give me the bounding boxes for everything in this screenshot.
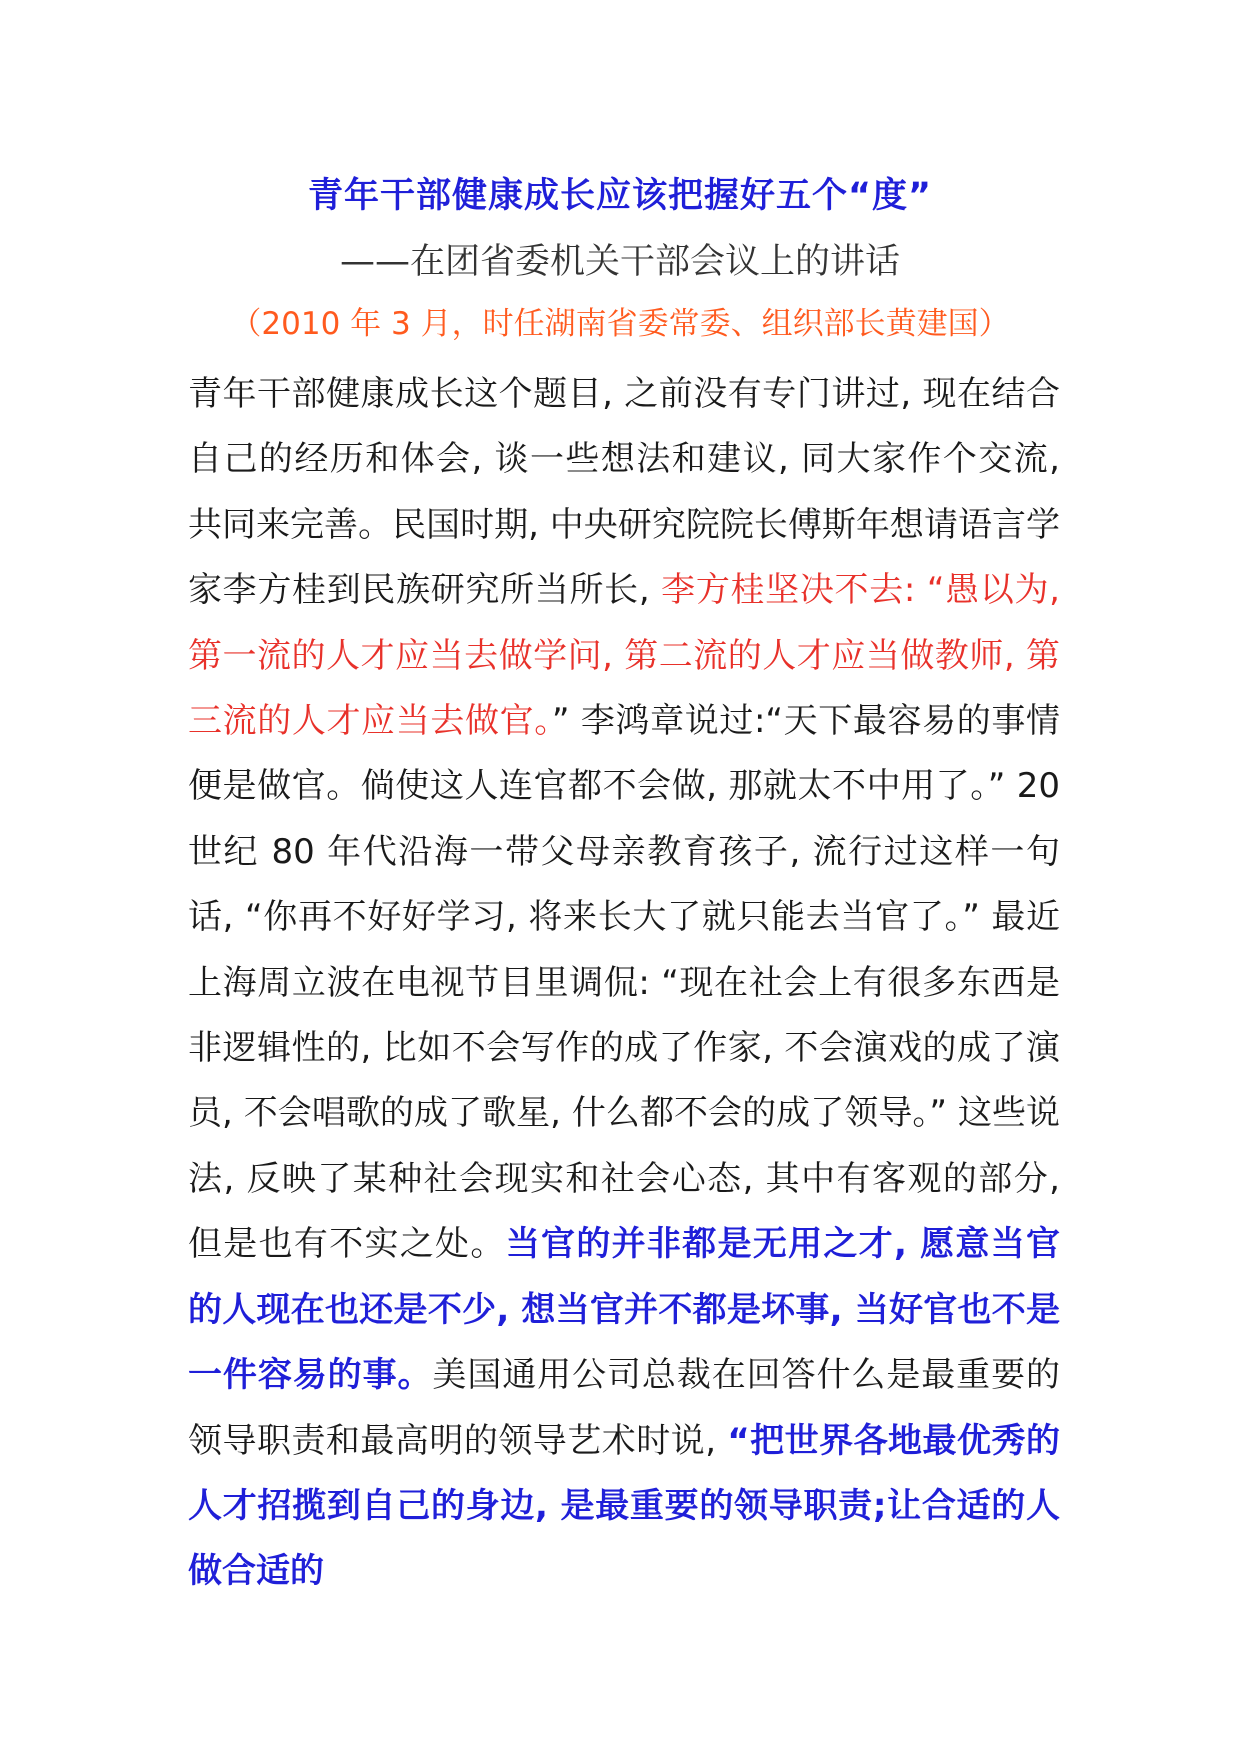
document-subtitle: ——在团省委机关干部会议上的讲话 [339, 242, 900, 282]
body-text-middle: ” 李鸿章说过:“天下最容易的事情便是做官。倘使这人连官都不会做, 那就太不中用了。” 20 世纪 80 年代沿海一带父母亲教育孩子, 流行过这样一句话, “你再不好好学习, 将来长大了就只能去当官了。” 最近上海周立波在电视节目里调侃: “现在社会上有很多东西是非逻辑性的, 比如不会写作的成了作家, 不会演戏的成了演员, 不会唱歌的成了歌星, 什么都不会的成了领导。” 这些说法, 反映了某种社会现实和社会心态, 其中有客观的部分, 但是也有不实之处。 [188, 701, 1060, 1265]
highlighted-quote-red: 李方桂坚决不去: “愚以为, 第一流的人才应当去做学问, 第二流的人才应当做教师, 第三流的人才应当去做官。 [188, 570, 1060, 742]
author-byline: （2010 年 3 月，时任湖南省委常委、组织部长黄建国） [230, 306, 1010, 342]
document-title: 青年干部健康成长应该把握好五个“度” [307, 176, 932, 216]
highlighted-quote-blue: “把世界各地最优秀的人才招揽到自己的身边, 是最重要的领导职责;让合适的人做合适的 [188, 1420, 1060, 1592]
body-text-ge: 美国通用公司总裁在回答什么是最重要的领导职责和最高明的领导艺术时说, [188, 1355, 1061, 1461]
body-paragraph [188, 362, 1060, 1605]
body-text-intro: 青年干部健康成长这个题目, 之前没有专门讲过, 现在结合自己的经历和体会, 谈一些想法和建议, 同大家作个交流, 共同来完善。民国时期, 中央研究院院长傅斯年想请语言学家李方桂到民族研究所当所长, [188, 374, 1060, 611]
highlighted-statement-blue: 当官的并非都是无用之才, 愿意当官的人现在也还是不少, 想当官并不都是坏事, 当好官也不是一件容易的事。 [188, 1224, 1060, 1396]
